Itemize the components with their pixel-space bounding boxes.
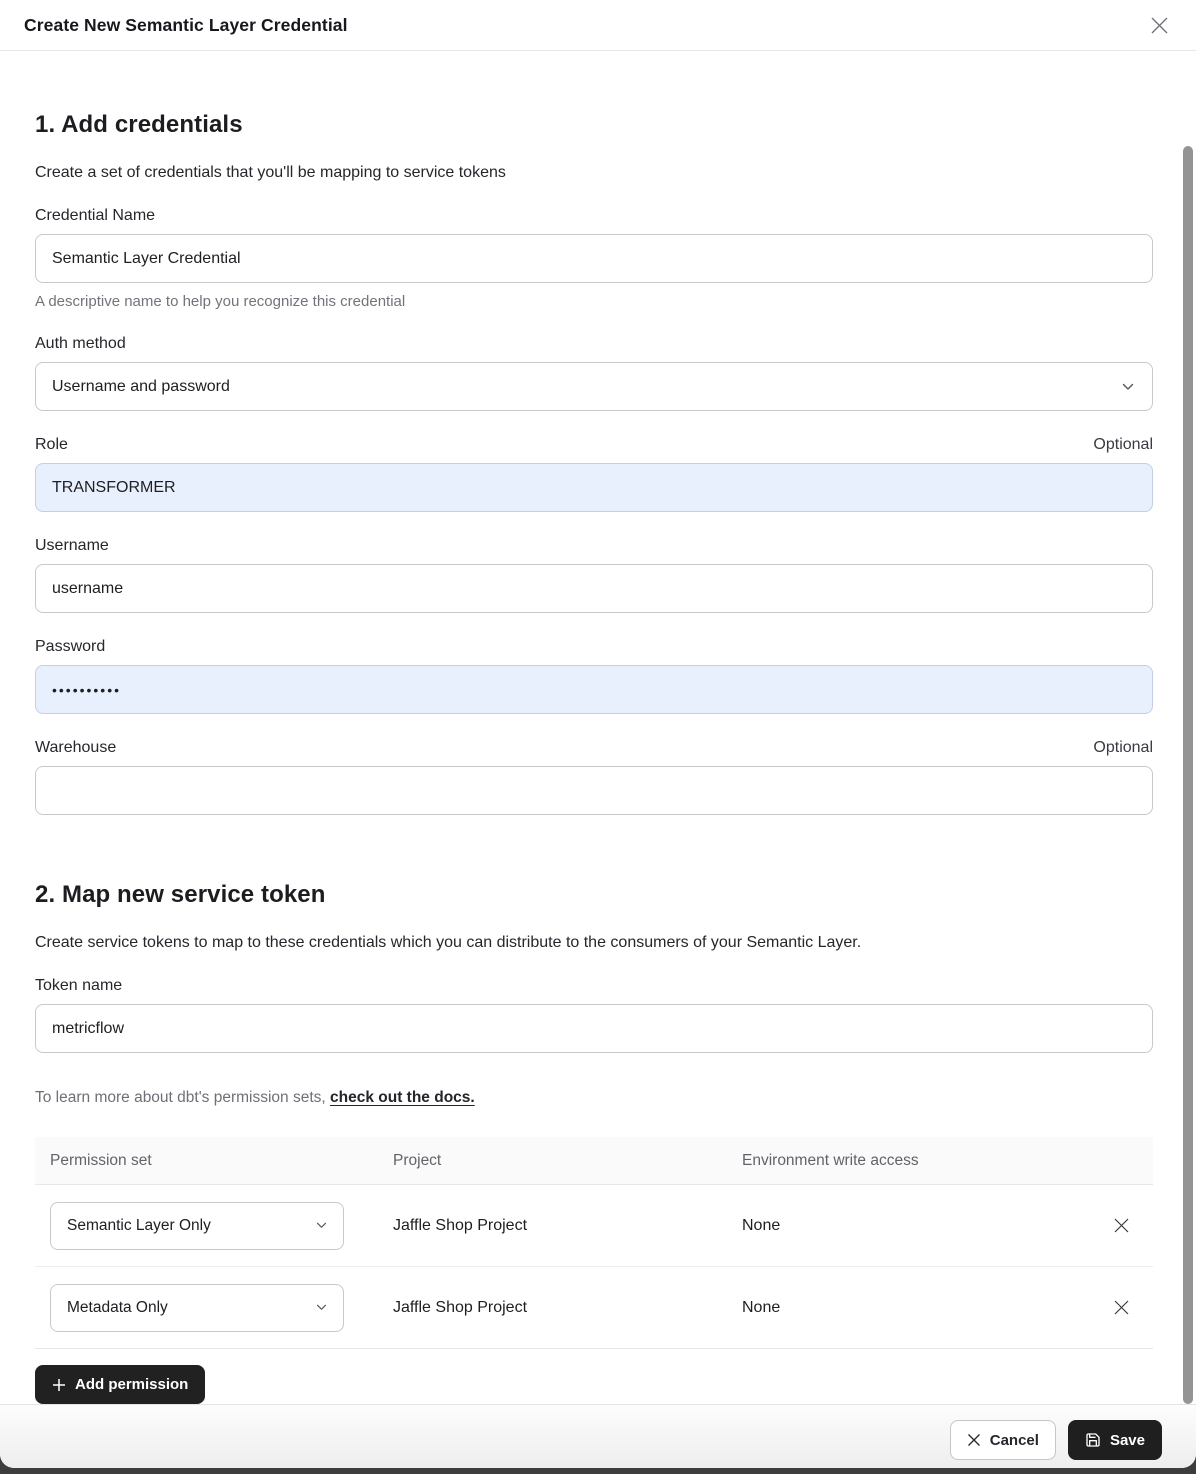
section1-description: Create a set of credentials that you'll be mapping to service tokens: [35, 164, 506, 181]
add-permission-label: Add permission: [75, 1376, 189, 1393]
permission-set-value: Metadata Only: [67, 1298, 168, 1316]
warehouse-group: [35, 739, 1153, 815]
credential-name-group: [35, 207, 1153, 310]
docs-line-prefix: To learn more about dbt's permission sets,: [35, 1089, 331, 1106]
header-env-write-access: Environment write access: [742, 1151, 919, 1169]
warehouse-label: Warehouse: [35, 739, 117, 756]
section2-description: Create service tokens to map to these credentials which you can distribute to the consumers of your Semantic Layer.: [35, 934, 862, 951]
remove-permission-button[interactable]: [1105, 1210, 1137, 1242]
permission-set-select[interactable]: [50, 1202, 344, 1250]
table-row: [35, 1185, 1153, 1267]
scrollbar[interactable]: [1180, 102, 1196, 1448]
project-cell: Jaffle Shop Project: [393, 1216, 528, 1234]
header-project: Project: [393, 1151, 442, 1169]
close-icon: [1150, 16, 1169, 35]
chevron-down-icon: [316, 1304, 327, 1311]
close-button[interactable]: [1144, 10, 1174, 40]
modal-footer: [0, 1404, 1196, 1468]
username-group: [35, 537, 1153, 613]
auth-method-label: Auth method: [35, 335, 126, 352]
section1-heading: 1. Add credentials: [35, 111, 243, 138]
cancel-button[interactable]: [950, 1420, 1056, 1460]
header-permission-set: Permission set: [50, 1151, 152, 1169]
save-button[interactable]: [1068, 1420, 1162, 1460]
permissions-table: [35, 1137, 1153, 1349]
auth-method-selected-value: Username and password: [52, 377, 230, 395]
save-label: Save: [1109, 1431, 1145, 1449]
credential-name-input[interactable]: [35, 234, 1153, 283]
password-input[interactable]: [35, 665, 1153, 714]
env-write-access-cell: None: [742, 1298, 781, 1316]
scrollbar-thumb[interactable]: [1183, 146, 1193, 1404]
project-cell: Jaffle Shop Project: [393, 1298, 528, 1316]
chevron-down-icon: [1122, 383, 1134, 391]
token-name-label: Token name: [35, 977, 123, 994]
permissions-table-header: [35, 1137, 1153, 1185]
role-label: Role: [35, 436, 68, 453]
auth-method-select[interactable]: [35, 362, 1153, 411]
token-name-input[interactable]: [35, 1004, 1153, 1053]
table-row: [35, 1267, 1153, 1349]
env-write-access-cell: None: [742, 1216, 781, 1234]
add-permission-button[interactable]: [35, 1365, 205, 1404]
token-name-group: [35, 977, 1153, 1053]
role-input[interactable]: [35, 463, 1153, 512]
auth-method-group: [35, 335, 1153, 411]
credential-name-helper: A descriptive name to help you recognize this credential: [35, 293, 406, 310]
save-icon: [1085, 1432, 1101, 1448]
cancel-label: Cancel: [989, 1431, 1039, 1449]
role-group: [35, 436, 1153, 512]
permission-set-select[interactable]: [50, 1284, 344, 1332]
chevron-down-icon: [316, 1222, 327, 1229]
docs-link[interactable]: check out the docs.: [330, 1089, 475, 1106]
password-label: Password: [35, 638, 106, 655]
permission-set-value: Semantic Layer Only: [67, 1216, 211, 1234]
x-icon: [1113, 1217, 1130, 1234]
x-icon: [967, 1433, 981, 1447]
x-icon: [1113, 1299, 1130, 1316]
modal-body: [0, 51, 1196, 1404]
docs-line: [35, 1089, 1153, 1107]
remove-permission-button[interactable]: [1105, 1292, 1137, 1324]
modal-title: Create New Semantic Layer Credential: [24, 14, 348, 35]
warehouse-input[interactable]: [35, 766, 1153, 815]
role-optional-tag: Optional: [1093, 436, 1153, 453]
username-label: Username: [35, 537, 109, 554]
password-group: [35, 638, 1153, 714]
warehouse-optional-tag: Optional: [1093, 739, 1153, 756]
modal-header: [0, 0, 1196, 51]
plus-icon: [52, 1378, 66, 1392]
credential-name-label: Credential Name: [35, 207, 156, 224]
section2-heading: 2. Map new service token: [35, 881, 326, 908]
username-input[interactable]: [35, 564, 1153, 613]
